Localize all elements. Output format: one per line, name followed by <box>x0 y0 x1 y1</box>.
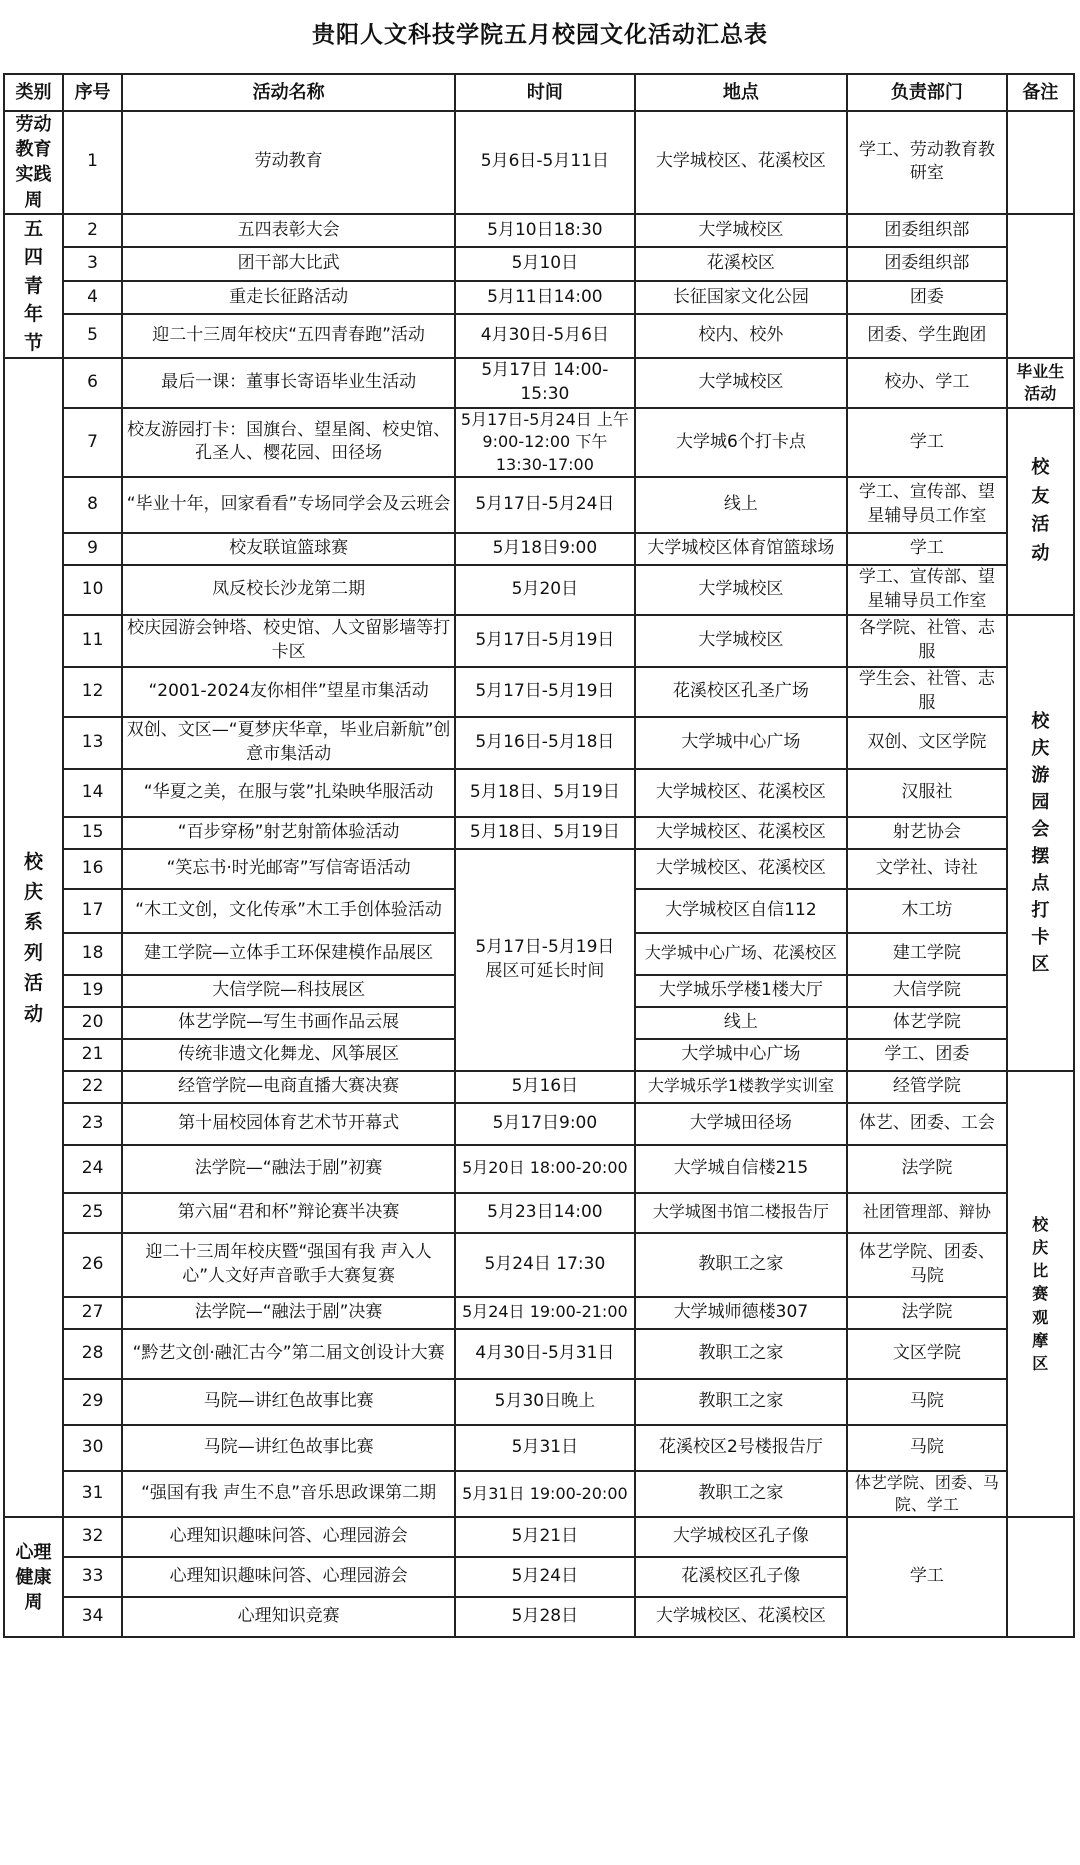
activity-name: 第十届校园体育艺术节开幕式 <box>122 1103 455 1145</box>
row-number: 31 <box>63 1471 122 1518</box>
row-number: 6 <box>63 358 122 408</box>
activity-name: 校友联谊篮球赛 <box>122 533 455 565</box>
activity-place: 大学城校区体育馆篮球场 <box>635 533 848 565</box>
activity-place: 花溪校区孔圣广场 <box>635 667 848 717</box>
activity-place: 大学城校区 <box>635 214 848 248</box>
activity-time: 5月10日 <box>455 247 635 281</box>
header-department: 负责部门 <box>847 74 1006 111</box>
remark-cell <box>1007 1517 1074 1637</box>
row-number: 16 <box>63 849 122 889</box>
activity-department: 经管学院 <box>847 1071 1006 1103</box>
category-label: 劳动教育实践周 <box>15 114 52 211</box>
row-number: 5 <box>63 314 122 358</box>
activity-department: 学工 <box>847 1517 1006 1637</box>
activity-time: 5月31日 <box>455 1425 635 1471</box>
activity-department: 团委组织部 <box>847 214 1006 248</box>
category-cell <box>4 358 63 1517</box>
row-number: 1 <box>63 111 122 214</box>
activity-place: 大学城自信楼215 <box>635 1145 848 1193</box>
row-number: 11 <box>63 615 122 667</box>
table-row <box>4 1193 1074 1233</box>
activity-name: 心理知识趣味问答、心理园游会 <box>122 1557 455 1597</box>
activity-place: 教职工之家 <box>635 1379 848 1425</box>
remark-label: 校庆比赛观摩区 <box>1032 1214 1049 1373</box>
activity-place: 花溪校区 <box>635 247 848 281</box>
activity-table <box>3 73 1075 1638</box>
activity-department: 木工坊 <box>847 889 1006 933</box>
activity-place: 线上 <box>635 1007 848 1039</box>
activity-time: 5月20日 18:00-20:00 <box>455 1145 635 1193</box>
remark-cell <box>1007 111 1074 214</box>
activity-place: 花溪校区2号楼报告厅 <box>635 1425 848 1471</box>
activity-department: 体艺学院、团委、马院、学工 <box>847 1471 1006 1518</box>
activity-department: 文学社、诗社 <box>847 849 1006 889</box>
activity-time: 5月24日 19:00-21:00 <box>455 1297 635 1329</box>
activity-department: 法学院 <box>847 1297 1006 1329</box>
activity-place: 大学城中心广场、花溪校区 <box>635 933 848 975</box>
activity-department: 学工 <box>847 533 1006 565</box>
table-row <box>4 281 1074 315</box>
activity-name: “百步穿杨”射艺射箭体验活动 <box>122 817 455 849</box>
activity-time: 5月17日-5月24日 上午9:00-12:00 下午13:30-17:00 <box>455 408 635 477</box>
row-number: 19 <box>63 975 122 1007</box>
activity-place: 线上 <box>635 477 848 533</box>
row-number: 34 <box>63 1597 122 1637</box>
row-number: 20 <box>63 1007 122 1039</box>
activity-time: 5月11日14:00 <box>455 281 635 315</box>
table-row <box>4 358 1074 408</box>
table-row <box>4 247 1074 281</box>
activity-department: 团委、学生跑团 <box>847 314 1006 358</box>
activity-name: 经管学院—电商直播大赛决赛 <box>122 1071 455 1103</box>
remark-cell <box>1007 214 1074 359</box>
table-row <box>4 667 1074 717</box>
table-row <box>4 1103 1074 1145</box>
header-row <box>4 74 1074 111</box>
row-number: 22 <box>63 1071 122 1103</box>
activity-time: 5月17日-5月19日 <box>455 667 635 717</box>
activity-place: 教职工之家 <box>635 1233 848 1297</box>
activity-time: 5月18日、5月19日 <box>455 817 635 849</box>
table-row <box>4 214 1074 248</box>
remark-label: 校友活动 <box>1031 456 1050 565</box>
activity-time: 5月17日 14:00-15:30 <box>455 358 635 408</box>
remark-cell <box>1007 358 1074 408</box>
category-label: 心理健康周 <box>15 1541 52 1613</box>
category-label: 校庆系列活动 <box>24 850 44 1025</box>
table-row <box>4 615 1074 667</box>
activity-name: 双创、文区—“夏梦庆华章，毕业启新航”创意市集活动 <box>122 717 455 769</box>
activity-place: 长征国家文化公园 <box>635 281 848 315</box>
row-number: 9 <box>63 533 122 565</box>
row-number: 26 <box>63 1233 122 1297</box>
activity-department: 学工、团委 <box>847 1039 1006 1071</box>
activity-place: 大学城校区、花溪校区 <box>635 111 848 214</box>
row-number: 33 <box>63 1557 122 1597</box>
activity-name: 最后一课：董事长寄语毕业生活动 <box>122 358 455 408</box>
activity-department: 法学院 <box>847 1145 1006 1193</box>
activity-place: 大学城师德楼307 <box>635 1297 848 1329</box>
activity-department: 体艺学院、团委、马院 <box>847 1233 1006 1297</box>
activity-time: 5月30日晚上 <box>455 1379 635 1425</box>
activity-name: 传统非遗文化舞龙、风筝展区 <box>122 1039 455 1071</box>
activity-department: 学工 <box>847 408 1006 477</box>
activity-name: “2001-2024友你相伴”望星市集活动 <box>122 667 455 717</box>
activity-department: 马院 <box>847 1425 1006 1471</box>
row-number: 27 <box>63 1297 122 1329</box>
row-number: 29 <box>63 1379 122 1425</box>
activity-time: 5月17日-5月19日展区可延长时间 <box>455 849 635 1071</box>
table-row <box>4 1297 1074 1329</box>
activity-department: 射艺协会 <box>847 817 1006 849</box>
table-row <box>4 111 1074 214</box>
activity-department: 学工、宣传部、望星辅导员工作室 <box>847 565 1006 615</box>
activity-name: “笑忘书·时光邮寄”写信寄语活动 <box>122 849 455 889</box>
header-time: 时间 <box>455 74 635 111</box>
category-cell <box>4 1517 63 1637</box>
activity-name: 体艺学院—写生书画作品云展 <box>122 1007 455 1039</box>
activity-time: 5月16日 <box>455 1071 635 1103</box>
table-row <box>4 565 1074 615</box>
category-label: 五四青年节 <box>24 217 44 354</box>
activity-place: 校内、校外 <box>635 314 848 358</box>
activity-department: 马院 <box>847 1379 1006 1425</box>
row-number: 10 <box>63 565 122 615</box>
table-row <box>4 1329 1074 1379</box>
activity-time: 5月10日18:30 <box>455 214 635 248</box>
table-row <box>4 1517 1074 1557</box>
activity-name: 迎二十三周年校庆“五四青春跑”活动 <box>122 314 455 358</box>
activity-place: 大学城校区 <box>635 565 848 615</box>
activity-name: “毕业十年，回家看看”专场同学会及云班会 <box>122 477 455 533</box>
activity-place: 大学城校区孔子像 <box>635 1517 848 1557</box>
activity-place: 大学城校区、花溪校区 <box>635 1597 848 1637</box>
category-cell <box>4 214 63 359</box>
header-remarks: 备注 <box>1007 74 1074 111</box>
table-row <box>4 477 1074 533</box>
row-number: 2 <box>63 214 122 248</box>
activity-name: “华夏之美，在服与裳”扎染映华服活动 <box>122 769 455 817</box>
table-row <box>4 849 1074 889</box>
activity-department: 学工、劳动教育教研室 <box>847 111 1006 214</box>
activity-place: 大学城校区、花溪校区 <box>635 849 848 889</box>
header-activity-name: 活动名称 <box>122 74 455 111</box>
activity-name: 心理知识趣味问答、心理园游会 <box>122 1517 455 1557</box>
activity-department: 建工学院 <box>847 933 1006 975</box>
activity-name: 团干部大比武 <box>122 247 455 281</box>
activity-place: 教职工之家 <box>635 1471 848 1518</box>
activity-time: 5月17日-5月24日 <box>455 477 635 533</box>
row-number: 30 <box>63 1425 122 1471</box>
activity-name: 法学院—“融法于剧”初赛 <box>122 1145 455 1193</box>
activity-department: 汉服社 <box>847 769 1006 817</box>
activity-time: 5月24日 <box>455 1557 635 1597</box>
row-number: 14 <box>63 769 122 817</box>
activity-place: 大学城校区自信112 <box>635 889 848 933</box>
remark-cell <box>1007 615 1074 1071</box>
remark-cell <box>1007 1071 1074 1518</box>
activity-place: 大学城田径场 <box>635 1103 848 1145</box>
remark-cell <box>1007 408 1074 615</box>
row-number: 13 <box>63 717 122 769</box>
activity-department: 学生会、社管、志服 <box>847 667 1006 717</box>
activity-department: 各学院、社管、志服 <box>847 615 1006 667</box>
row-number: 3 <box>63 247 122 281</box>
activity-time: 4月30日-5月6日 <box>455 314 635 358</box>
activity-name: “木工文创，文化传承”木工手创体验活动 <box>122 889 455 933</box>
activity-name: 第六届“君和杯”辩论赛半决赛 <box>122 1193 455 1233</box>
activity-time: 5月28日 <box>455 1597 635 1637</box>
header-category: 类别 <box>4 74 63 111</box>
header-number: 序号 <box>63 74 122 111</box>
activity-name: 心理知识竞赛 <box>122 1597 455 1637</box>
activity-name: 法学院—“融法于剧”决赛 <box>122 1297 455 1329</box>
row-number: 32 <box>63 1517 122 1557</box>
table-row <box>4 1145 1074 1193</box>
table-row <box>4 717 1074 769</box>
activity-department: 体艺、团委、工会 <box>847 1103 1006 1145</box>
activity-time: 5月17日9:00 <box>455 1103 635 1145</box>
activity-name: 凤反校长沙龙第二期 <box>122 565 455 615</box>
remark-label: 校庆游园会摆点打卡区 <box>1031 710 1050 975</box>
row-number: 15 <box>63 817 122 849</box>
activity-place: 大学城中心广场 <box>635 717 848 769</box>
activity-name: 劳动教育 <box>122 111 455 214</box>
activity-place: 大学城校区 <box>635 615 848 667</box>
activity-time: 5月20日 <box>455 565 635 615</box>
activity-time: 5月23日14:00 <box>455 1193 635 1233</box>
activity-department: 社团管理部、辩协 <box>847 1193 1006 1233</box>
activity-name: 大信学院—科技展区 <box>122 975 455 1007</box>
activity-place: 大学城乐学1楼教学实训室 <box>635 1071 848 1103</box>
table-row <box>4 408 1074 477</box>
activity-name: 建工学院—立体手工环保建模作品展区 <box>122 933 455 975</box>
activity-place: 花溪校区孔子像 <box>635 1557 848 1597</box>
activity-place: 大学城图书馆二楼报告厅 <box>635 1193 848 1233</box>
table-row <box>4 314 1074 358</box>
activity-name: 校庆园游会钟塔、校史馆、人文留影墙等打卡区 <box>122 615 455 667</box>
row-number: 17 <box>63 889 122 933</box>
activity-name: “强国有我 声生不息”音乐思政课第二期 <box>122 1471 455 1518</box>
row-number: 24 <box>63 1145 122 1193</box>
table-row <box>4 1425 1074 1471</box>
activity-name: “黔艺文创·融汇古今”第二届文创设计大赛 <box>122 1329 455 1379</box>
activity-time: 4月30日-5月31日 <box>455 1329 635 1379</box>
table-row <box>4 1379 1074 1425</box>
row-number: 4 <box>63 281 122 315</box>
activity-time: 5月17日-5月19日 <box>455 615 635 667</box>
activity-department: 双创、文区学院 <box>847 717 1006 769</box>
activity-place: 大学城6个打卡点 <box>635 408 848 477</box>
activity-time: 5月21日 <box>455 1517 635 1557</box>
activity-department: 校办、学工 <box>847 358 1006 408</box>
activity-place: 教职工之家 <box>635 1329 848 1379</box>
activity-name: 五四表彰大会 <box>122 214 455 248</box>
row-number: 21 <box>63 1039 122 1071</box>
table-row <box>4 1233 1074 1297</box>
activity-time: 5月31日 19:00-20:00 <box>455 1471 635 1518</box>
row-number: 8 <box>63 477 122 533</box>
category-cell <box>4 111 63 214</box>
table-row <box>4 769 1074 817</box>
row-number: 25 <box>63 1193 122 1233</box>
activity-place: 大学城校区 <box>635 358 848 408</box>
activity-department: 团委 <box>847 281 1006 315</box>
activity-time: 5月24日 17:30 <box>455 1233 635 1297</box>
row-number: 23 <box>63 1103 122 1145</box>
table-row <box>4 533 1074 565</box>
activity-name: 马院—讲红色故事比赛 <box>122 1425 455 1471</box>
activity-department: 团委组织部 <box>847 247 1006 281</box>
remark-label: 毕业生活动 <box>1016 361 1065 404</box>
row-number: 18 <box>63 933 122 975</box>
activity-place: 大学城校区、花溪校区 <box>635 817 848 849</box>
activity-name: 马院—讲红色故事比赛 <box>122 1379 455 1425</box>
page-title: 贵阳人文科技学院五月校园文化活动汇总表 <box>312 22 768 48</box>
row-number: 7 <box>63 408 122 477</box>
activity-place: 大学城中心广场 <box>635 1039 848 1071</box>
header-place: 地点 <box>635 74 848 111</box>
activity-name: 校友游园打卡：国旗台、望星阁、校史馆、孔圣人、樱花园、田径场 <box>122 408 455 477</box>
activity-place: 大学城乐学楼1楼大厅 <box>635 975 848 1007</box>
activity-department: 文区学院 <box>847 1329 1006 1379</box>
activity-department: 大信学院 <box>847 975 1006 1007</box>
activity-name: 重走长征路活动 <box>122 281 455 315</box>
activity-time: 5月18日9:00 <box>455 533 635 565</box>
row-number: 28 <box>63 1329 122 1379</box>
table-row <box>4 1471 1074 1518</box>
table-row <box>4 1071 1074 1103</box>
activity-time: 5月16日-5月18日 <box>455 717 635 769</box>
activity-name: 迎二十三周年校庆暨“强国有我 声入人心”人文好声音歌手大赛复赛 <box>122 1233 455 1297</box>
activity-place: 大学城校区、花溪校区 <box>635 769 848 817</box>
activity-department: 学工、宣传部、望星辅导员工作室 <box>847 477 1006 533</box>
row-number: 12 <box>63 667 122 717</box>
table-row <box>4 817 1074 849</box>
activity-time: 5月6日-5月11日 <box>455 111 635 214</box>
activity-time: 5月18日、5月19日 <box>455 769 635 817</box>
activity-department: 体艺学院 <box>847 1007 1006 1039</box>
